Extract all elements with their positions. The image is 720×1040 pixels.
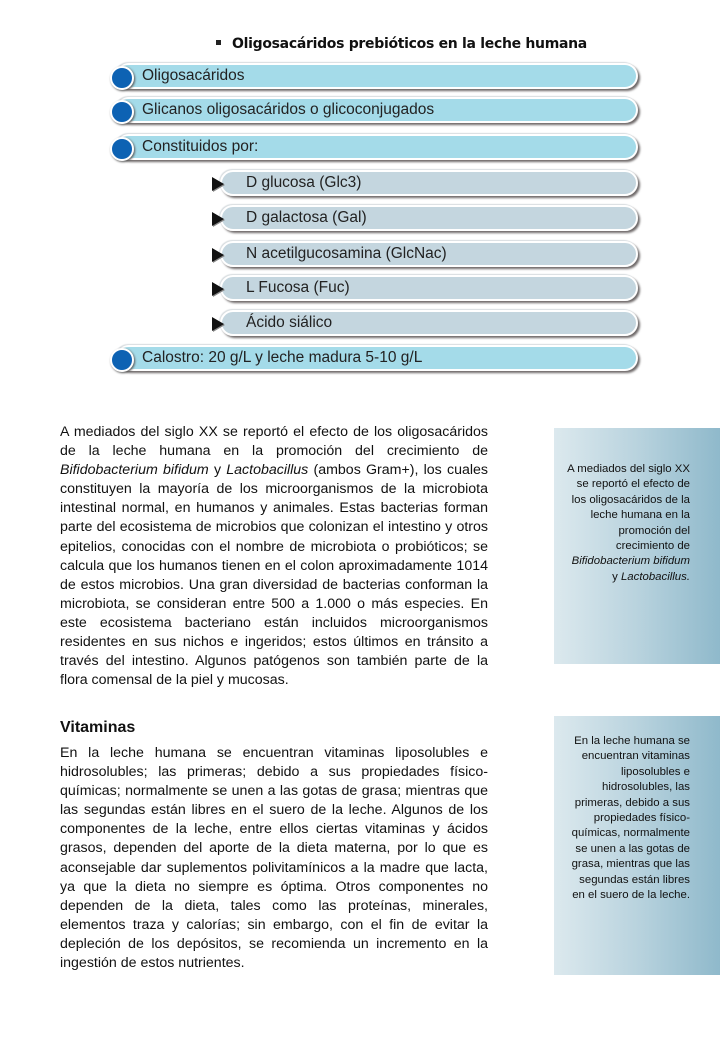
sub-item-label: D galactosa (Gal) bbox=[246, 209, 367, 226]
text-run: y bbox=[208, 462, 227, 479]
sub-item-label: L Fucosa (Fuc) bbox=[246, 279, 350, 296]
section-heading-vitaminas: Vitaminas bbox=[60, 719, 136, 736]
triangle-bullet-icon bbox=[212, 212, 224, 226]
sidebar-callout-vitaminas bbox=[554, 716, 720, 975]
text-run: (ambos Gram+), los cuales constituyen la mayoría de los microorganismos de la microbiota intestinal normal, en humanos y animales. Estas bacterias forman parte del ecosistema de microbios que colonizan el intestino y otros epitelios, conocidas con el nombre de microbiota o probióticos; se calcula que los humanos tienen en el colon aproximadamente 1014 de estos microbios. Una gran diversidad de bacterias conforman la microbiota, se consideran entre 500 a 1.000 o más especies. En este ecosistema bacteriano están incluidos microorganismos residentes en sus nichos e ingeridos; estos últimos en tránsito a través del intestino. Algunos patógenos son también parte de la flora comensal de la piel y mucosas. bbox=[60, 462, 488, 689]
main-item-oligosacaridos bbox=[116, 63, 638, 89]
sub-item-label: D glucosa (Glc3) bbox=[246, 174, 362, 191]
sub-item-acido-sialico bbox=[220, 310, 638, 336]
main-item-glicanos bbox=[116, 97, 638, 123]
callout-text: y bbox=[612, 570, 621, 583]
italic-species-name: Lactobacillus. bbox=[620, 570, 690, 583]
triangle-bullet-icon bbox=[212, 177, 224, 191]
square-bullet-icon bbox=[216, 40, 221, 45]
sub-item-label: N acetilgucosamina (GlcNac) bbox=[246, 245, 447, 262]
italic-species-name: Lactobacillus bbox=[226, 462, 309, 479]
italic-species-name: Bifidobacterium bifidum bbox=[571, 555, 690, 568]
blue-circle-bullet-icon bbox=[110, 348, 134, 372]
main-item-label: Glicanos oligosacáridos o glicoconjugados bbox=[142, 101, 435, 118]
sub-item-galactosa bbox=[220, 205, 638, 231]
text-run: A mediados del siglo XX se reportó el efecto de los oligosacáridos de la leche humana en la promoción del crecimiento de bbox=[60, 424, 488, 460]
main-item-constituidos bbox=[116, 134, 638, 160]
triangle-bullet-icon bbox=[212, 282, 224, 296]
blue-circle-bullet-icon bbox=[110, 66, 134, 90]
main-item-label: Oligosacáridos bbox=[142, 67, 245, 84]
triangle-bullet-icon bbox=[212, 248, 224, 262]
sub-item-fucosa bbox=[220, 275, 638, 301]
main-item-calostro bbox=[116, 345, 638, 371]
sub-item-label: Ácido siálico bbox=[246, 314, 333, 331]
callout-text: A mediados del siglo XX se reportó el efecto de los oligosacáridos de la leche humana en la promoción del crecimiento de bbox=[567, 463, 690, 553]
sidebar-callout-oligosacaridos bbox=[554, 428, 720, 664]
blue-circle-bullet-icon bbox=[110, 137, 134, 161]
italic-species-name: Bifidobacterium bifidum bbox=[60, 462, 209, 479]
figure-title bbox=[216, 36, 587, 52]
paragraph-vitaminas: En la leche humana se encuentran vitaminas liposolubles e hidrosolubles; las primeras; debido a sus propiedades físico-químicas; normalmente se unen a las gotas de grasa; mientras que las segundas están libres en el suero de la leche. Algunos de los componentes de la leche, entre ellos ciertas vitaminas y ácidos grasos, dependen del aporte de la dieta materna, por lo que es aconsejable dar suplementos polivitamínicos a la madre que lacta, ya que la dieta no siempre es óptima. Otros componentes no dependen de la dieta, tales como las proteínas, minerales, elementos traza y calorías; sin embargo, con el fin de evitar la depleción de los depósitos, se recomienda un incremento en la ingestión de estos nutrientes. bbox=[60, 745, 488, 972]
sub-item-glucosa bbox=[220, 170, 638, 196]
main-item-label: Calostro: 20 g/L y leche madura 5-10 g/L bbox=[142, 349, 423, 366]
figure-title-text: Oligosacáridos prebióticos en la leche humana bbox=[232, 36, 587, 52]
main-item-label: Constituidos por: bbox=[142, 138, 259, 155]
blue-circle-bullet-icon bbox=[110, 100, 134, 124]
callout-text: En la leche humana se encuentran vitaminas liposolubles e hidrosolubles, las primeras, debido a sus propiedades físico-químicas, normalmente se unen a las gotas de grasa, mientras que las segundas están libres en el suero de la leche. bbox=[571, 735, 690, 902]
paragraph-oligosacaridos bbox=[60, 423, 488, 690]
triangle-bullet-icon bbox=[212, 317, 224, 331]
sub-item-acetilgucosamina bbox=[220, 241, 638, 267]
